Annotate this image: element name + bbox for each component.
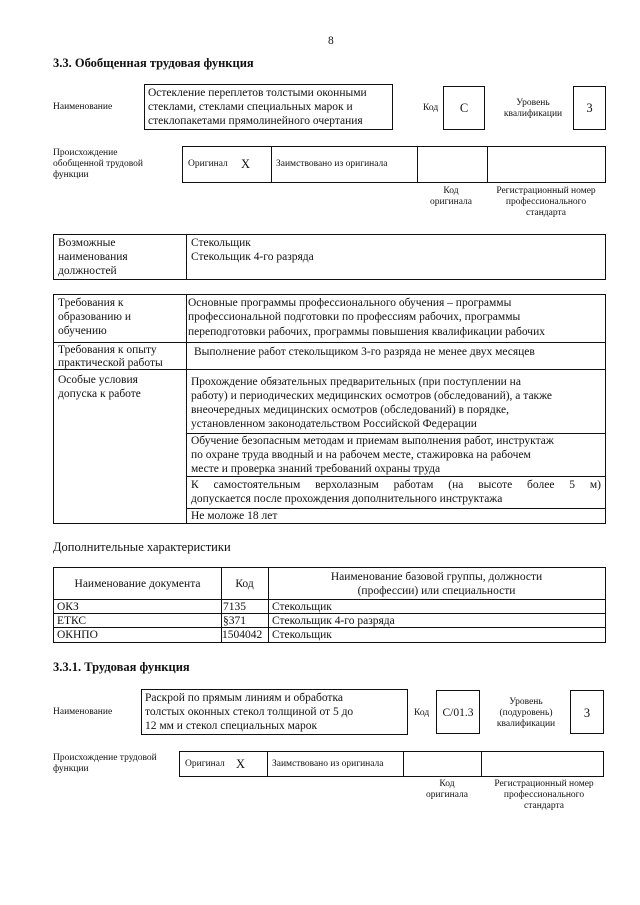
gtf-name-line: стеклами, стеклами специальных марок и xyxy=(148,101,353,113)
position-value: Стекольщик 4-го разряда xyxy=(191,251,314,263)
requirements-table xyxy=(53,294,606,524)
education-label: образованию и xyxy=(58,311,131,323)
col-header-doc: Наименование документа xyxy=(74,578,201,590)
code-original-label: Код xyxy=(443,186,459,196)
col-header-group: Наименование базовой группы, должности xyxy=(330,571,543,583)
table-cell: §371 xyxy=(223,615,246,627)
reg-number-label: Регистрационный номер xyxy=(496,186,596,196)
code-value: C xyxy=(459,101,469,115)
tf-code-box xyxy=(436,690,480,734)
table-cell: ЕТКС xyxy=(57,615,87,627)
positions-label: должностей xyxy=(58,265,117,277)
education-label: обучению xyxy=(58,325,107,337)
tf-original-mark: X xyxy=(236,757,246,771)
tf-origin-label: функции xyxy=(53,764,89,774)
tf-code-original-label: Код xyxy=(439,779,455,789)
table-cell: ОКНПО xyxy=(57,629,98,641)
origin-table xyxy=(182,146,606,183)
origin-label: функции xyxy=(53,170,89,180)
subsection-heading: 3.3.1. Трудовая функция xyxy=(53,660,190,674)
tf-level-label: (подуровень) xyxy=(499,708,553,718)
gtf-name-line: Остекление переплетов толстыми оконными xyxy=(148,87,367,99)
origin-label: Происхождение xyxy=(53,148,118,158)
reg-number-label: стандарта xyxy=(526,208,566,218)
page-number: 8 xyxy=(328,35,334,47)
code-box xyxy=(443,86,485,130)
special-label: допуска к работе xyxy=(58,388,141,400)
tf-code-original-label: оригинала xyxy=(426,790,468,800)
special-value: по охране труда вводный и на рабочем месте, стажировка на рабочем xyxy=(191,449,531,461)
origin-label: обобщенной трудовой xyxy=(53,159,143,169)
education-label: Требования к xyxy=(58,297,124,309)
reg-number-label: профессионального xyxy=(505,197,587,207)
tf-level-label: квалификации xyxy=(496,719,556,729)
tf-name-line: Раскрой по прямым линиям и обработка xyxy=(145,692,343,704)
tf-code-value: C/01.3 xyxy=(442,707,474,719)
tf-origin-label: Происхождение трудовой xyxy=(53,753,157,763)
education-value: Основные программы профессионального обучения – программы xyxy=(188,297,512,309)
table-cell: 1504042 xyxy=(222,629,263,641)
level-box xyxy=(573,86,606,130)
borrowed-label: Заимствовано из оригинала xyxy=(276,159,388,169)
special-label: Особые условия xyxy=(58,374,138,386)
position-value: Стекольщик xyxy=(191,237,251,249)
tf-reg-number-label: профессионального xyxy=(503,790,585,800)
special-value: Обучение безопасным методам и приемам выполнения работ, инструктаж xyxy=(191,435,554,447)
tf-level-box xyxy=(570,690,604,734)
code-original-label: оригинала xyxy=(430,197,472,207)
code-label: Код xyxy=(423,103,439,113)
experience-value: Выполнение работ стекольщиком 3-го разряда не менее двух месяцев xyxy=(194,346,535,358)
tf-reg-number-label: стандарта xyxy=(524,801,564,811)
special-value: месте и проверка знаний требований охраны труда xyxy=(191,463,441,475)
tf-name-label: Наименование xyxy=(53,707,113,717)
positions-label: Возможные xyxy=(58,237,116,249)
table-cell: Стекольщик 4-го разряда xyxy=(272,615,395,627)
table-cell: Стекольщик xyxy=(272,601,332,613)
col-header-group: (профессии) или специальности xyxy=(357,585,516,597)
col-header-code: Код xyxy=(235,578,254,590)
original-mark: X xyxy=(241,157,251,171)
tf-name-line: 12 мм и стекол специальных марок xyxy=(145,720,318,732)
original-label: Оригинал xyxy=(188,159,228,169)
special-value: работу) и периодических медицинских осмотров (обследований), а также xyxy=(191,390,553,402)
tf-name-line: толстых оконных стекол толщиной от 5 до xyxy=(145,706,354,718)
tf-original-label: Оригинал xyxy=(185,759,225,769)
tf-level-value: 3 xyxy=(583,706,591,720)
name-label: Наименование xyxy=(53,102,113,112)
tf-reg-number-label: Регистрационный номер xyxy=(494,779,594,789)
special-value: Прохождение обязательных предварительных (при поступлении на xyxy=(191,376,521,388)
level-value: 3 xyxy=(586,101,593,115)
additional-table xyxy=(53,567,606,643)
experience-label: практической работы xyxy=(58,357,163,369)
level-label: Уровень xyxy=(516,98,550,108)
experience-label: Требования к опыту xyxy=(58,344,157,356)
special-value: К самостоятельным верхолазным работам (на высоте более 5 м) xyxy=(191,479,601,491)
table-cell: ОКЗ xyxy=(57,601,79,613)
positions-table xyxy=(53,234,606,280)
gtf-name-box xyxy=(144,84,393,130)
special-value: Не моложе 18 лет xyxy=(191,510,278,522)
additional-heading: Дополнительные характеристики xyxy=(53,540,231,554)
level-label: квалификации xyxy=(503,109,563,119)
tf-origin-table xyxy=(179,751,604,777)
special-value: установленном законодательством Российской Федерации xyxy=(191,418,477,430)
section-heading: 3.3. Обобщенная трудовая функция xyxy=(53,56,254,70)
tf-code-label: Код xyxy=(414,708,430,718)
special-value: допускается после прохождения дополнительного инструктажа xyxy=(191,493,503,505)
tf-borrowed-label: Заимствовано из оригинала xyxy=(272,759,384,769)
education-value: профессиональной подготовки по профессиям рабочих, программы xyxy=(188,311,521,323)
tf-name-box xyxy=(141,689,408,735)
education-value: переподготовки рабочих, программы повышения квалификации рабочих xyxy=(188,326,545,338)
special-value: внеочередных медицинских осмотров (обследований) в порядке, xyxy=(191,404,510,416)
positions-label: наименования xyxy=(58,251,128,263)
table-cell: Стекольщик xyxy=(272,629,332,641)
table-cell: 7135 xyxy=(223,601,246,613)
gtf-name-line: стеклопакетами прямолинейного очертания xyxy=(148,115,363,127)
tf-level-label: Уровень xyxy=(509,697,543,707)
